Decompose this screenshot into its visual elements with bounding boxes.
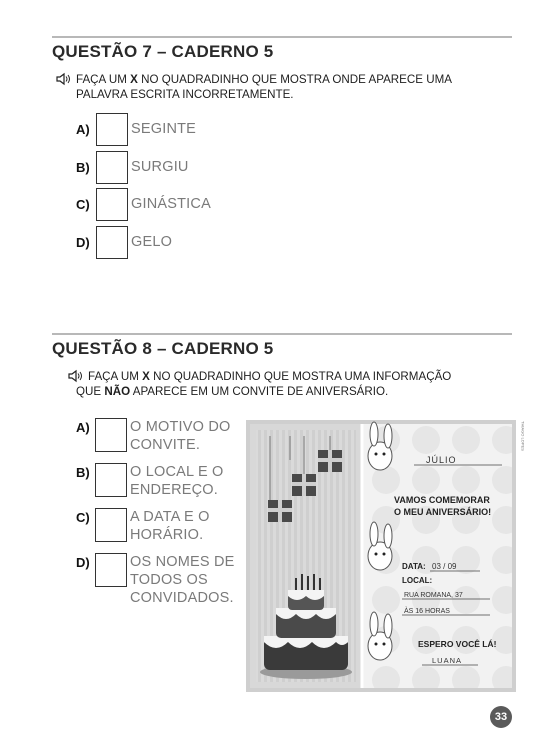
instruction-x: X (130, 73, 138, 86)
option-line: OS NOMES DE (130, 554, 235, 570)
speaker-icon (68, 369, 84, 383)
answer-checkbox-b[interactable] (96, 151, 128, 184)
gift-icon (292, 474, 316, 496)
option-letter-a: A) (76, 420, 90, 435)
option-line: ENDEREÇO. (130, 482, 219, 498)
option-line: CONVITE. (130, 437, 201, 453)
illustration-credit (517, 420, 526, 470)
invite-date-label: DATA: (402, 562, 426, 571)
option-line: O MOTIVO DO (130, 419, 231, 435)
question-7-instruction (76, 73, 452, 102)
answer-checkbox-a[interactable] (96, 113, 128, 146)
invite-name: JÚLIO (426, 455, 457, 465)
option-text-a: SEGINTE (131, 121, 197, 137)
instruction-text: FAÇA UM (88, 370, 143, 383)
invite-local-1: RUA ROMANA, 37 (404, 592, 463, 599)
option-line: O LOCAL E O (130, 464, 224, 480)
credit-text: THIAGO LOPES (520, 421, 526, 451)
invite-date-value: 03 / 09 (432, 562, 457, 571)
answer-checkbox-d[interactable] (95, 553, 127, 587)
top-rule (52, 36, 512, 38)
question-8-instruction (88, 370, 451, 385)
option-letter-d: D) (76, 555, 90, 570)
instruction-text: QUE (76, 385, 105, 398)
question-7-title: QUESTÃO 7 – CADERNO 5 (52, 42, 274, 61)
question-8-instruction-line-2 (76, 385, 388, 400)
answer-checkbox-a[interactable] (95, 418, 127, 452)
option-text-d: GELO (131, 234, 173, 250)
instruction-text: NO QUADRADINHO QUE MOSTRA ONDE APARECE UMA (137, 73, 453, 86)
answer-checkbox-b[interactable] (95, 463, 127, 497)
option-letter-c: C) (76, 197, 90, 212)
option-text-b: SURGIU (131, 159, 189, 175)
option-text-d (130, 553, 235, 607)
option-text-c: GINÁSTICA (131, 196, 211, 212)
answer-checkbox-d[interactable] (96, 226, 128, 259)
invite-local-label: LOCAL: (402, 576, 433, 585)
option-letter-d: D) (76, 235, 90, 250)
instruction-nao: NÃO (104, 385, 131, 398)
option-line: HORÁRIO. (130, 527, 204, 543)
instruction-text: PALAVRA ESCRITA INCORRETAMENTE. (76, 87, 294, 101)
speaker-icon (56, 72, 72, 86)
invite-local-2: ÀS 16 HORAS (404, 608, 450, 615)
invite-line-2: O MEU ANIVERSÁRIO! (394, 507, 492, 517)
middle-rule (52, 333, 512, 335)
instruction-text: APARECE EM UM CONVITE DE ANIVERSÁRIO. (130, 385, 389, 398)
instruction-text: NO QUADRADINHO QUE MOSTRA UMA INFORMAÇÃO (149, 370, 452, 383)
option-line: A DATA E O (130, 509, 210, 525)
option-letter-b: B) (76, 465, 90, 480)
answer-checkbox-c[interactable] (96, 188, 128, 221)
gift-icon (318, 450, 342, 472)
question-8-title: QUESTÃO 8 – CADERNO 5 (52, 339, 274, 358)
option-letter-a: A) (76, 122, 90, 137)
option-text-c (130, 508, 210, 544)
answer-checkbox-c[interactable] (95, 508, 127, 542)
option-letter-b: B) (76, 160, 90, 175)
invite-line-1: VAMOS COMEMORAR (394, 495, 490, 505)
gift-icon (268, 500, 292, 522)
option-text-b (130, 463, 224, 499)
instruction-text: FAÇA UM (76, 73, 131, 86)
option-line: TODOS OS (130, 572, 208, 588)
birthday-invitation-illustration (246, 420, 516, 692)
invite-closing: ESPERO VOCÊ LÁ! (418, 639, 497, 649)
option-text-a (130, 418, 230, 454)
option-letter-c: C) (76, 510, 90, 525)
instruction-x: X (142, 370, 150, 383)
option-line: CONVIDADOS. (130, 590, 234, 606)
invite-signature: LUANA (432, 656, 463, 665)
page-number: 33 (490, 706, 512, 728)
